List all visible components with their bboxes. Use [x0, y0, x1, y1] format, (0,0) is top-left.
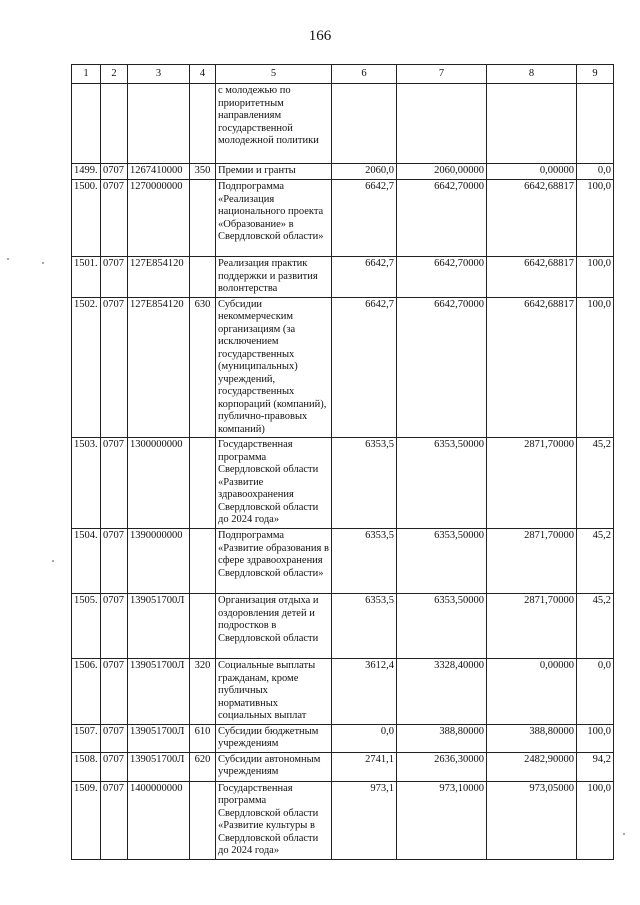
target-article-code: 139051700Л	[128, 594, 190, 659]
scan-speck	[623, 833, 625, 835]
amount-col7: 6642,70000	[397, 180, 487, 257]
section-code: 0707	[101, 297, 128, 438]
expense-type-code	[190, 529, 216, 594]
table-row	[72, 84, 614, 164]
amount-col6: 3612,4	[332, 659, 397, 725]
percent-col9: 94,2	[577, 752, 614, 781]
amount-col8: 6642,68817	[487, 257, 577, 298]
target-article-code: 1300000000	[128, 438, 190, 529]
section-code: 0707	[101, 180, 128, 257]
amount-col8: 2871,70000	[487, 529, 577, 594]
amount-col7: 3328,40000	[397, 659, 487, 725]
amount-col8: 0,00000	[487, 164, 577, 180]
header-cell: 4	[190, 65, 216, 84]
amount-col6: 2060,0	[332, 164, 397, 180]
scan-speck	[52, 560, 54, 562]
amount-col8: 973,05000	[487, 781, 577, 859]
section-code: 0707	[101, 594, 128, 659]
percent-col9: 0,0	[577, 164, 614, 180]
expense-type-code: 320	[190, 659, 216, 725]
percent-col9	[577, 84, 614, 164]
header-cell: 5	[216, 65, 332, 84]
amount-col6: 6353,5	[332, 438, 397, 529]
table-row	[72, 752, 614, 781]
row-number: 1500.	[72, 180, 101, 257]
item-name: Государственная программа Свердловской области «Развитие культуры в Свердловской области до 2024 года»	[216, 781, 332, 859]
percent-col9: 100,0	[577, 781, 614, 859]
percent-col9: 100,0	[577, 724, 614, 752]
target-article-code: 1390000000	[128, 529, 190, 594]
amount-col8: 6642,68817	[487, 180, 577, 257]
section-code: 0707	[101, 164, 128, 180]
section-code: 0707	[101, 781, 128, 859]
scan-speck	[42, 262, 44, 264]
expense-type-code: 610	[190, 724, 216, 752]
amount-col7: 973,10000	[397, 781, 487, 859]
header-cell: 7	[397, 65, 487, 84]
table-header	[72, 65, 614, 84]
expense-type-code: 620	[190, 752, 216, 781]
amount-col7: 6353,50000	[397, 594, 487, 659]
target-article-code: 127E854120	[128, 297, 190, 438]
amount-col8: 388,80000	[487, 724, 577, 752]
target-article-code	[128, 84, 190, 164]
target-article-code: 139051700Л	[128, 659, 190, 725]
header-cell: 6	[332, 65, 397, 84]
row-number: 1502.	[72, 297, 101, 438]
header-cell: 1	[72, 65, 101, 84]
section-code	[101, 84, 128, 164]
item-name: Субсидии автономным учреждениям	[216, 752, 332, 781]
item-name: Субсидии некоммерческим организациям (за исключением государственных (муниципальных) учреждений, государственных корпораций (компаний), публично-правовых компаний)	[216, 297, 332, 438]
item-name: Подпрограмма «Реализация национального проекта «Образование» в Свердловской области»	[216, 180, 332, 257]
target-article-code: 1270000000	[128, 180, 190, 257]
section-code: 0707	[101, 724, 128, 752]
table-body	[72, 84, 614, 860]
section-code: 0707	[101, 659, 128, 725]
expense-type-code	[190, 781, 216, 859]
row-number: 1504.	[72, 529, 101, 594]
percent-col9: 100,0	[577, 180, 614, 257]
row-number: 1506.	[72, 659, 101, 725]
expense-type-code	[190, 180, 216, 257]
target-article-code: 139051700Л	[128, 752, 190, 781]
header-cell: 8	[487, 65, 577, 84]
amount-col7: 6642,70000	[397, 297, 487, 438]
section-code: 0707	[101, 752, 128, 781]
percent-col9: 45,2	[577, 594, 614, 659]
expense-type-code	[190, 438, 216, 529]
target-article-code: 1400000000	[128, 781, 190, 859]
amount-col8	[487, 84, 577, 164]
table-row	[72, 724, 614, 752]
scan-speck	[7, 258, 9, 260]
percent-col9: 100,0	[577, 297, 614, 438]
amount-col7: 6353,50000	[397, 438, 487, 529]
expense-type-code	[190, 84, 216, 164]
row-number: 1507.	[72, 724, 101, 752]
percent-col9: 100,0	[577, 257, 614, 298]
table-row	[72, 659, 614, 725]
percent-col9: 45,2	[577, 438, 614, 529]
amount-col7: 6642,70000	[397, 257, 487, 298]
table-row	[72, 164, 614, 180]
row-number: 1499.	[72, 164, 101, 180]
amount-col8: 2482,90000	[487, 752, 577, 781]
row-number: 1503.	[72, 438, 101, 529]
amount-col7: 2636,30000	[397, 752, 487, 781]
expense-type-code	[190, 594, 216, 659]
budget-table	[71, 64, 614, 860]
amount-col8: 6642,68817	[487, 297, 577, 438]
section-code: 0707	[101, 529, 128, 594]
amount-col6	[332, 84, 397, 164]
section-code: 0707	[101, 257, 128, 298]
item-name: Социальные выплаты гражданам, кроме публичных нормативных социальных выплат	[216, 659, 332, 725]
item-name: с молодежью по приоритетным направлениям государственной молодежной политики	[216, 84, 332, 164]
row-number: 1508.	[72, 752, 101, 781]
expense-type-code: 350	[190, 164, 216, 180]
amount-col8: 2871,70000	[487, 594, 577, 659]
row-number: 1509.	[72, 781, 101, 859]
percent-col9: 45,2	[577, 529, 614, 594]
amount-col7: 2060,00000	[397, 164, 487, 180]
section-code: 0707	[101, 438, 128, 529]
header-cell: 2	[101, 65, 128, 84]
target-article-code: 139051700Л	[128, 724, 190, 752]
amount-col7: 6353,50000	[397, 529, 487, 594]
target-article-code: 127E854120	[128, 257, 190, 298]
amount-col6: 6353,5	[332, 529, 397, 594]
row-number: 1505.	[72, 594, 101, 659]
percent-col9: 0,0	[577, 659, 614, 725]
header-row	[72, 65, 614, 84]
table-row	[72, 529, 614, 594]
item-name: Реализация практик поддержки и развития волонтерства	[216, 257, 332, 298]
table-row	[72, 257, 614, 298]
amount-col8: 0,00000	[487, 659, 577, 725]
item-name: Государственная программа Свердловской области «Развитие здравоохранения Свердловской области до 2024 года»	[216, 438, 332, 529]
amount-col6: 6353,5	[332, 594, 397, 659]
expense-type-code	[190, 257, 216, 298]
row-number	[72, 84, 101, 164]
amount-col7	[397, 84, 487, 164]
table-row	[72, 180, 614, 257]
expense-type-code: 630	[190, 297, 216, 438]
item-name: Субсидии бюджетным учреждениям	[216, 724, 332, 752]
amount-col6: 6642,7	[332, 297, 397, 438]
target-article-code: 1267410000	[128, 164, 190, 180]
amount-col6: 973,1	[332, 781, 397, 859]
amount-col6: 6642,7	[332, 257, 397, 298]
amount-col7: 388,80000	[397, 724, 487, 752]
header-cell: 9	[577, 65, 614, 84]
item-name: Организация отдыха и оздоровления детей и подростков в Свердловской области	[216, 594, 332, 659]
item-name: Премии и гранты	[216, 164, 332, 180]
item-name: Подпрограмма «Развитие образования в сфере здравоохранения Свердловской области»	[216, 529, 332, 594]
row-number: 1501.	[72, 257, 101, 298]
table-row	[72, 594, 614, 659]
table-row	[72, 438, 614, 529]
table-row	[72, 297, 614, 438]
amount-col8: 2871,70000	[487, 438, 577, 529]
header-cell: 3	[128, 65, 190, 84]
page-number: 166	[308, 28, 332, 44]
amount-col6: 6642,7	[332, 180, 397, 257]
table-row	[72, 781, 614, 859]
amount-col6: 2741,1	[332, 752, 397, 781]
amount-col6: 0,0	[332, 724, 397, 752]
